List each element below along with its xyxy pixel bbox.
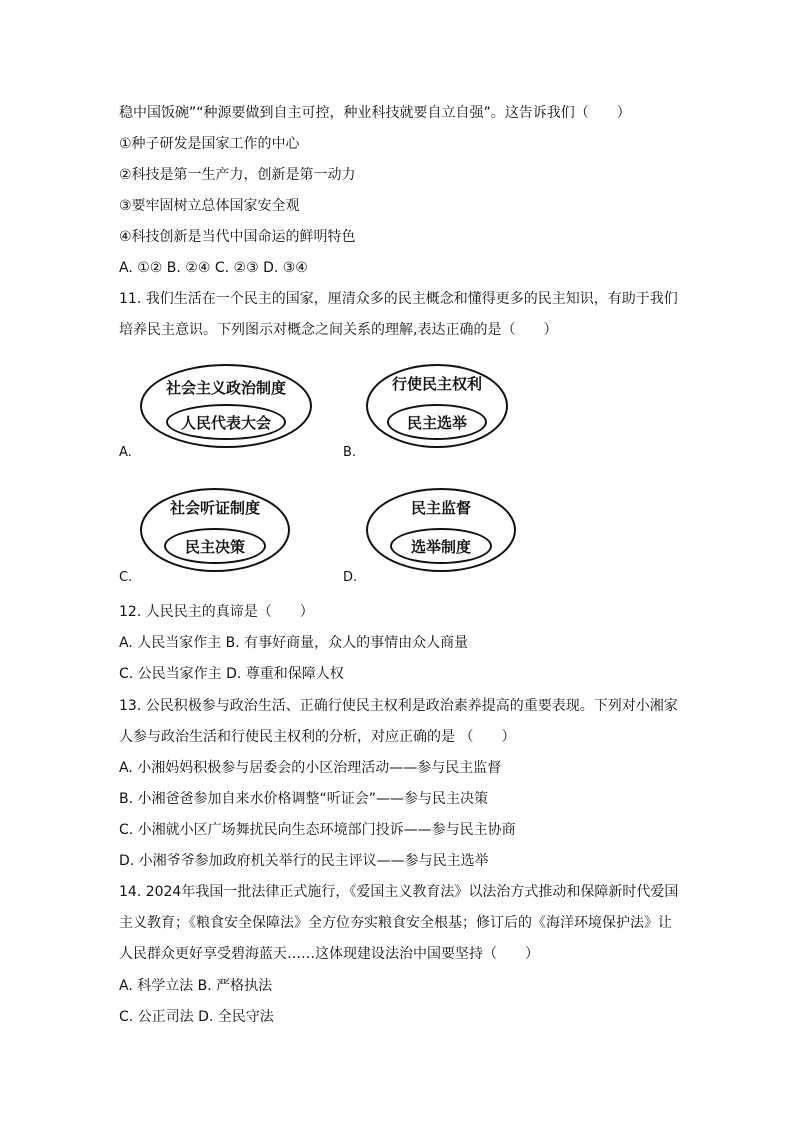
diagram-c-inner-ellipse: 民主决策 bbox=[164, 528, 266, 564]
q14-stem-2: 主义教育；《粮食安全保障法》全方位夯实粮食安全根基；修订后的《海洋环境保护法》让 bbox=[119, 915, 672, 931]
q10-item-1: ①种子研发是国家工作的中心 bbox=[119, 136, 300, 152]
diagram-a-letter: A. bbox=[119, 445, 132, 460]
q13-option-d: D. 小湘爷爷参加政府机关举行的民主评议——参与民主选举 bbox=[119, 853, 489, 869]
q14-options-1: A. 科学立法 B. 严格执法 bbox=[119, 978, 273, 994]
q13-stem-2: 人参与政治生活和行使民主权利的分析，对应正确的是 （ ） bbox=[119, 729, 516, 745]
diagram-b-letter: B. bbox=[343, 445, 357, 460]
q12-stem: 12. 人民民主的真谛是（ ） bbox=[119, 604, 314, 620]
diagram-d bbox=[366, 488, 516, 572]
diagram-d-inner-ellipse: 选举制度 bbox=[390, 528, 492, 564]
q12-options-2: C. 公民当家作主 D. 尊重和保障人权 bbox=[119, 666, 344, 682]
q13-option-b: B. 小湘爸爸参加自来水价格调整“听证会”——参与民主决策 bbox=[119, 791, 489, 807]
diagram-b-inner-ellipse: 民主选举 bbox=[387, 404, 487, 440]
q10-item-4: ④科技创新是当代中国命运的鲜明特色 bbox=[119, 229, 356, 245]
diagram-d-letter: D. bbox=[343, 570, 358, 585]
diagram-a-inner-ellipse: 人民代表大会 bbox=[166, 404, 286, 440]
q14-stem-1: 14. 2024年我国一批法律正式施行，《爱国主义教育法》以法治方式推动和保障新时代爱国 bbox=[119, 884, 679, 900]
q14-options-2: C. 公正司法 D. 全民守法 bbox=[119, 1009, 274, 1025]
q13-option-a: A. 小湘妈妈积极参与居委会的小区治理活动——参与民主监督 bbox=[119, 760, 502, 776]
q12-options-1: A. 人民当家作主 B. 有事好商量，众人的事情由众人商量 bbox=[119, 635, 469, 651]
diagram-d-outer-label: 民主监督 bbox=[410, 499, 471, 517]
diagram-a bbox=[140, 364, 312, 448]
diagram-b-outer-label: 行使民主权利 bbox=[391, 375, 482, 393]
q13-option-c: C. 小湘就小区广场舞扰民向生态环境部门投诉——参与民主协商 bbox=[119, 822, 516, 838]
q11-stem-1: 11. 我们生活在一个民主的国家，厘清众多的民主概念和懂得更多的民主知识，有助于我们 bbox=[119, 291, 678, 307]
q10-item-3: ③要牢固树立总体国家安全观 bbox=[119, 198, 300, 214]
q13-stem-1: 13. 公民积极参与政治生活、正确行使民主权利是政治素养提高的重要表现。下列对小湘家 bbox=[119, 698, 678, 714]
diagram-b bbox=[366, 364, 508, 448]
diagram-c-outer-label: 社会听证制度 bbox=[169, 499, 260, 517]
diagram-c bbox=[140, 488, 290, 572]
q10-options: A. ①② B. ②④ C. ②③ D. ③④ bbox=[119, 260, 308, 276]
diagram-a-outer-label: 社会主义政治制度 bbox=[165, 379, 286, 397]
q10-stem: 稳中国饭碗”“种源要做到自主可控，种业科技就要自立自强”。这告诉我们（ ） bbox=[119, 105, 631, 121]
q14-stem-3: 人民群众更好享受碧海蓝天……这体现建设法治中国要坚持（ ） bbox=[119, 946, 539, 962]
diagram-c-letter: C. bbox=[119, 570, 133, 585]
q10-item-2: ②科技是第一生产力，创新是第一动力 bbox=[119, 167, 356, 183]
q11-stem-2: 培养民主意识。下列图示对概念之间关系的理解,表达正确的是（ ） bbox=[119, 322, 558, 338]
